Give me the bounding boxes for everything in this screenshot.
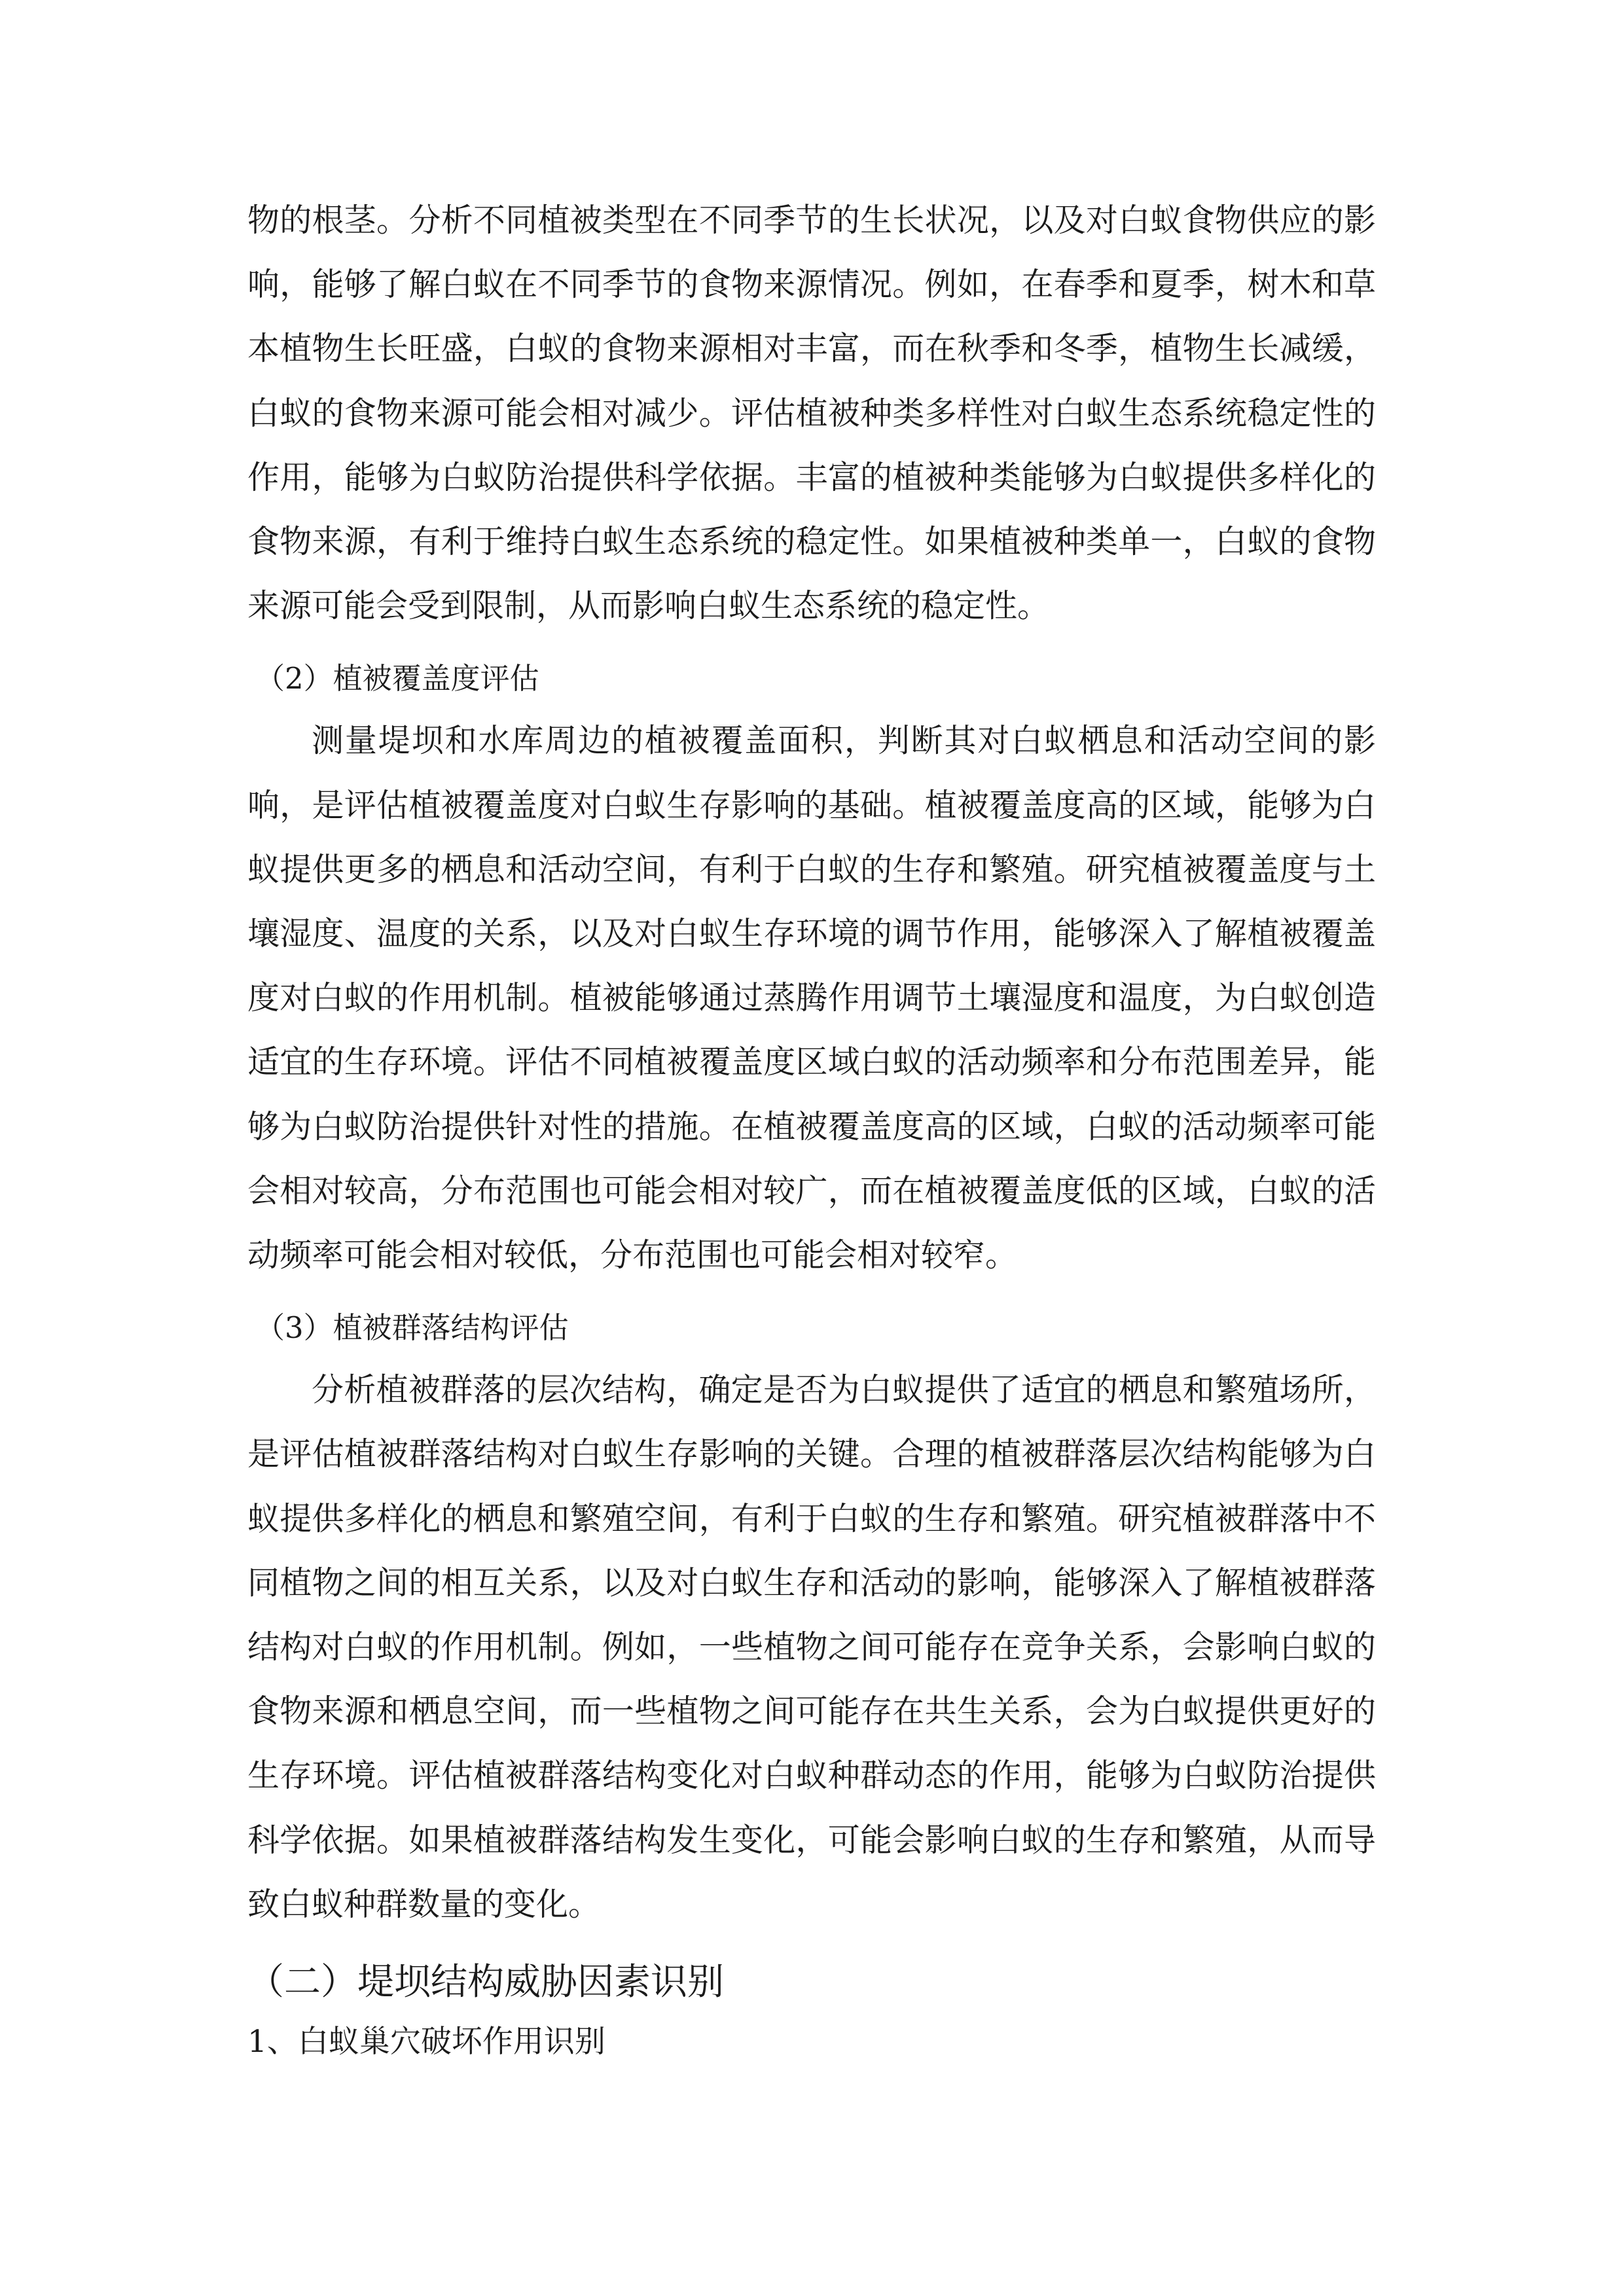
- page-content: [247, 188, 1376, 2070]
- section-heading-dam-threats: （二）堤坝结构威胁因素识别: [247, 1961, 724, 2004]
- paragraph-community-structure: 分析植被群落的层次结构，确定是否为白蚁提供了适宜的栖息和繁殖场所，是评估植被群落结构对白蚁生存影响的关键。合理的植被群落层次结构能够为白蚁提供多样化的栖息和繁殖空间，有利于白蚁的生存和繁殖。研究植被群落中不同植物之间的相互关系，以及对白蚁生存和活动的影响，能够深入了解植被群落结构对白蚁的作用机制。例如，一些植物之间可能存在竞争关系，会影响白蚁的食物来源和栖息空间，而一些植物之间可能存在共生关系，会为白蚁提供更好的生存环境。评估植被群落结构变化对白蚁种群动态的作用，能够为白蚁防治提供科学依据。如果植被群落结构发生变化，可能会影响白蚁的生存和繁殖，从而导致白蚁种群数量的变化。: [247, 1371, 1376, 1923]
- subheading-vegetation-coverage: （2）植被覆盖度评估: [255, 661, 539, 696]
- item-heading-nest-damage: 1、白蚁巢穴破坏作用识别: [247, 2024, 605, 2060]
- subheading-community-structure: （3）植被群落结构评估: [255, 1310, 569, 1346]
- paragraph-plant-diversity: 物的根茎。分析不同植被类型在不同季节的生长状况，以及对白蚁食物供应的影响，能够了解白蚁在不同季节的食物来源情况。例如，在春季和夏季，树木和草本植物生长旺盛，白蚁的食物来源相对丰富，而在秋季和冬季，植物生长减缓，白蚁的食物来源可能会相对减少。评估植被种类多样性对白蚁生态系统稳定性的作用，能够为白蚁防治提供科学依据。丰富的植被种类能够为白蚁提供多样化的食物来源，有利于维持白蚁生态系统的稳定性。如果植被种类单一，白蚁的食物来源可能会受到限制，从而影响白蚁生态系统的稳定性。: [247, 202, 1376, 625]
- paragraph-vegetation-coverage: 测量堤坝和水库周边的植被覆盖面积，判断其对白蚁栖息和活动空间的影响，是评估植被覆盖度对白蚁生存影响的基础。植被覆盖度高的区域，能够为白蚁提供更多的栖息和活动空间，有利于白蚁的生存和繁殖。研究植被覆盖度与土壤湿度、温度的关系，以及对白蚁生存环境的调节作用，能够深入了解植被覆盖度对白蚁的作用机制。植被能够通过蒸腾作用调节土壤湿度和温度，为白蚁创造适宜的生存环境。评估不同植被覆盖度区域白蚁的活动频率和分布范围差异，能够为白蚁防治提供针对性的措施。在植被覆盖度高的区域，白蚁的活动频率可能会相对较高，分布范围也可能会相对较广，而在植被覆盖度低的区域，白蚁的活动频率可能会相对较低，分布范围也可能会相对较窄。: [247, 722, 1376, 1274]
